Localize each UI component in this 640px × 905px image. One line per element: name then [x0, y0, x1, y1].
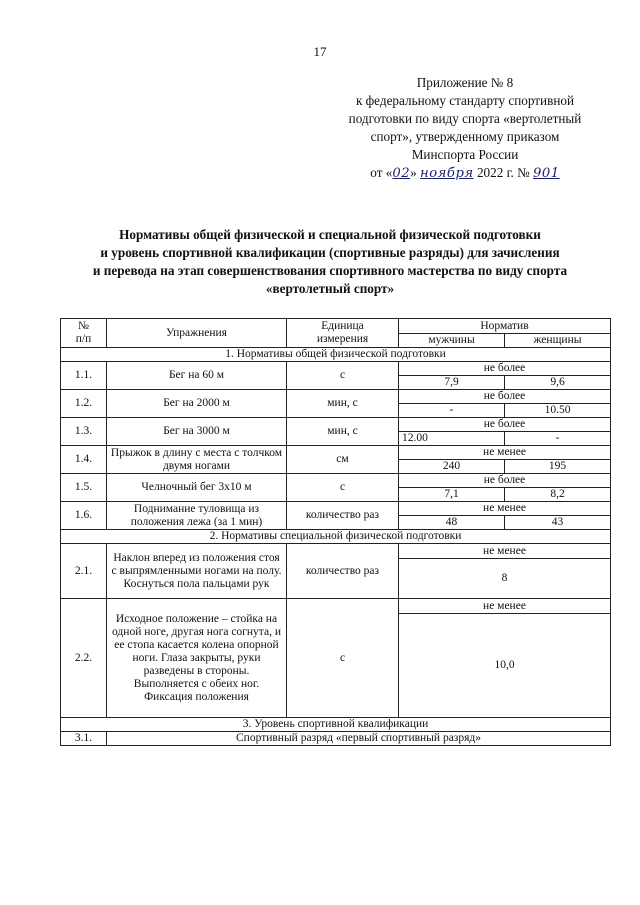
row-unit: мин, с	[287, 390, 399, 418]
row-men: 12.00	[399, 432, 505, 446]
row-exercise: Челночный бег 3x10 м	[107, 474, 287, 502]
row-condition: не менее	[399, 502, 611, 516]
row-women: 9,6	[505, 376, 611, 390]
appendix-line: подготовки по виду спорта «вертолетный	[348, 111, 582, 126]
header-norm: Норматив	[399, 319, 611, 334]
row-value: 10,0	[399, 614, 611, 718]
table-row	[61, 362, 611, 376]
row-unit: количество раз	[287, 502, 399, 530]
row-men: 48	[399, 516, 505, 530]
row-men: 7,1	[399, 488, 505, 502]
row-condition: не менее	[399, 446, 611, 460]
table-row	[61, 418, 611, 432]
section-title: 1. Нормативы общей физической подготовки	[61, 348, 611, 362]
row-num: 1.6.	[61, 502, 107, 530]
row-unit: см	[287, 446, 399, 474]
year-text: 2022 г. №	[476, 165, 530, 180]
row-exercise: Бег на 60 м	[107, 362, 287, 390]
section-row	[61, 718, 611, 732]
row-num: 1.3.	[61, 418, 107, 446]
row-num: 3.1.	[61, 732, 107, 746]
date-prefix: от «	[370, 165, 393, 180]
page-number: 17	[313, 44, 327, 59]
row-num: 1.1.	[61, 362, 107, 390]
handwritten-order-number: 901	[533, 166, 560, 181]
appendix-line: спорт», утвержденному приказом	[370, 129, 560, 144]
row-women: 195	[505, 460, 611, 474]
row-num: 1.4.	[61, 446, 107, 474]
row-condition: не менее	[399, 599, 611, 614]
row-condition: не менее	[399, 544, 611, 559]
header-unit: Единица измерения	[287, 319, 399, 348]
appendix-block	[335, 74, 595, 183]
row-exercise: Бег на 3000 м	[107, 418, 287, 446]
row-condition: не более	[399, 362, 611, 376]
header-women: женщины	[505, 334, 611, 348]
row-women: 10.50	[505, 404, 611, 418]
row-condition: не более	[399, 390, 611, 404]
row-qualification: Спортивный разряд «первый спортивный разряд»	[107, 732, 611, 746]
row-unit: с	[287, 474, 399, 502]
row-women: 43	[505, 516, 611, 530]
row-men: 7,9	[399, 376, 505, 390]
section-title: 2. Нормативы специальной физической подготовки	[61, 530, 611, 544]
header-row	[61, 319, 611, 334]
row-unit: мин, с	[287, 418, 399, 446]
table-row	[61, 446, 611, 460]
table-row	[61, 502, 611, 516]
row-men: 240	[399, 460, 505, 474]
row-num: 1.5.	[61, 474, 107, 502]
appendix-line: Минспорта России	[411, 147, 519, 162]
row-exercise: Бег на 2000 м	[107, 390, 287, 418]
row-exercise: Исходное положение – стойка на одной ноге, другая нога согнута, и ее стопа касается колена опорной ноги. Глаза закрыты, руки разведены в стороны. Выполняется с обеих ног. Фиксация положения	[107, 599, 287, 718]
row-exercise: Наклон вперед из положения стоя с выпрямленными ногами на полу. Коснуться пола пальцами рук	[107, 544, 287, 599]
appendix-line: Приложение № 8	[416, 75, 514, 90]
row-value: 8	[399, 559, 611, 599]
header-exercise: Упражнения	[107, 319, 287, 348]
row-num: 1.2.	[61, 390, 107, 418]
title-line: и уровень спортивной квалификации (спортивные разряды) для зачисления	[100, 245, 560, 260]
row-num: 2.2.	[61, 599, 107, 718]
row-num: 2.1.	[61, 544, 107, 599]
row-women: 8,2	[505, 488, 611, 502]
title-line: и перевода на этап совершенствования спортивного мастерства по виду спорта	[92, 263, 568, 278]
section-row	[61, 348, 611, 362]
row-unit: с	[287, 362, 399, 390]
date-mid: »	[410, 165, 417, 180]
row-unit: с	[287, 599, 399, 718]
table-row	[61, 544, 611, 559]
row-condition: не более	[399, 418, 611, 432]
appendix-line: к федеральному стандарту спортивной	[355, 93, 575, 108]
header-men: мужчины	[399, 334, 505, 348]
handwritten-day: 02	[392, 166, 411, 181]
row-condition: не более	[399, 474, 611, 488]
row-women: -	[505, 432, 611, 446]
title-line: Нормативы общей физической и специальной физической подготовки	[119, 227, 541, 242]
table-row	[61, 474, 611, 488]
table-row	[61, 599, 611, 614]
handwritten-month: ноября	[420, 166, 474, 181]
norms-table	[60, 318, 611, 746]
header-num: № п/п	[61, 319, 107, 348]
order-date-line	[335, 164, 595, 183]
table-row	[61, 390, 611, 404]
row-unit: количество раз	[287, 544, 399, 599]
section-title: 3. Уровень спортивной квалификации	[61, 718, 611, 732]
row-exercise: Поднимание туловища из положения лежа (за 1 мин)	[107, 502, 287, 530]
row-exercise: Прыжок в длину с места с толчком двумя ногами	[107, 446, 287, 474]
document-title	[60, 226, 600, 298]
title-line: «вертолетный спорт»	[265, 281, 395, 296]
table-row	[61, 732, 611, 746]
section-row	[61, 530, 611, 544]
row-men: -	[399, 404, 505, 418]
